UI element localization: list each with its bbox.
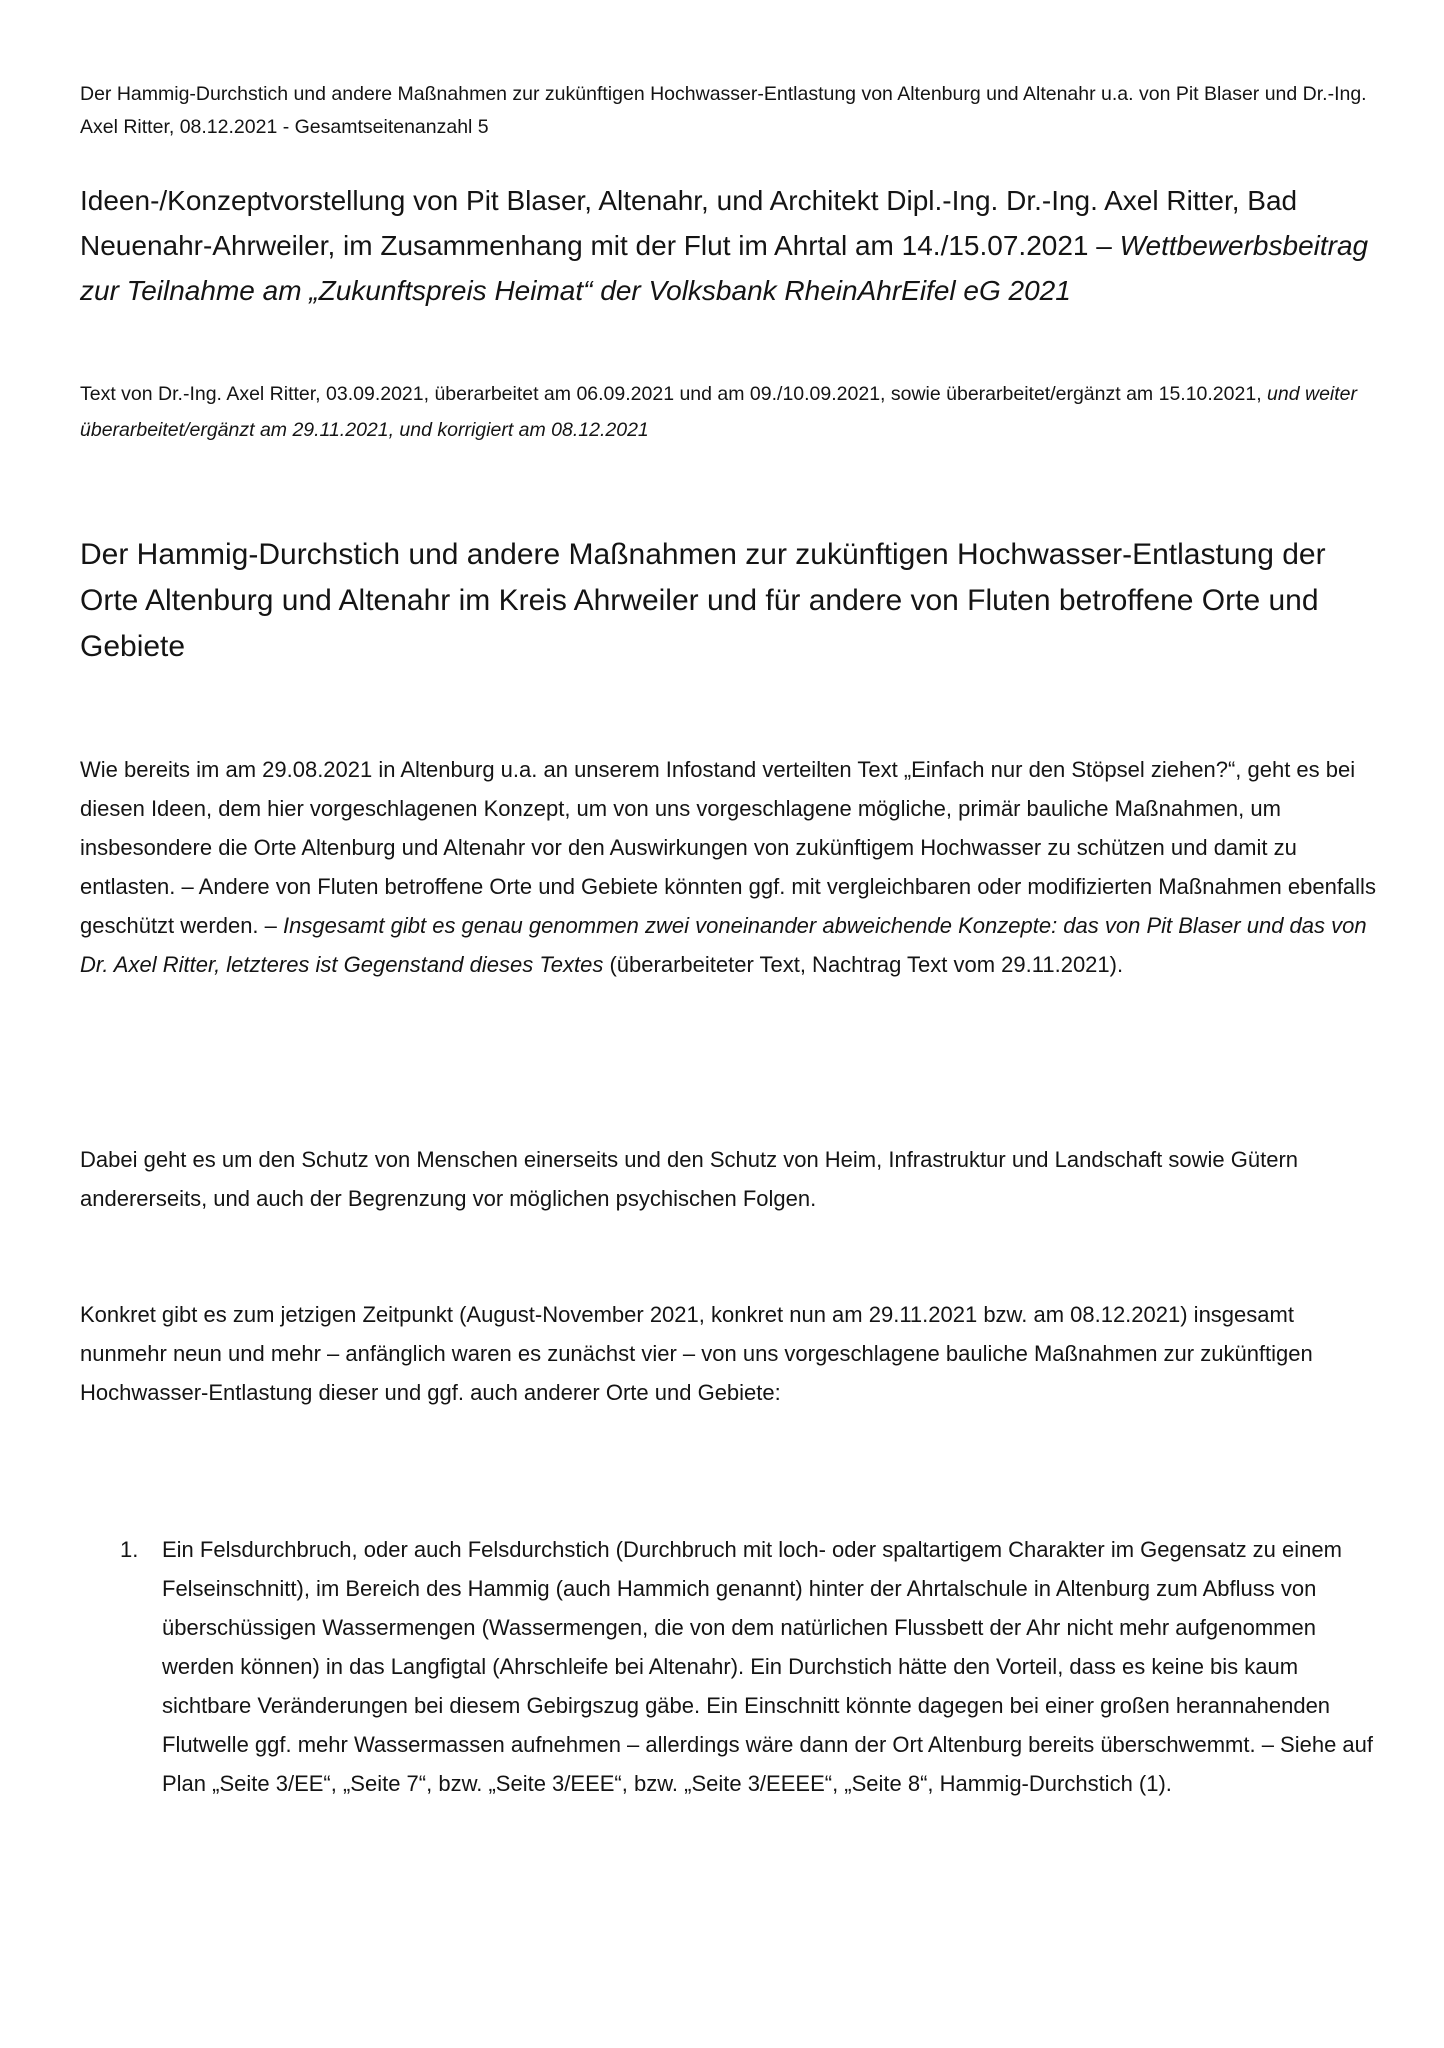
intro-title-competition: Wettbewerbsbeitrag zur Teilnahme am „Zukunftspreis Heimat“ der Volksbank RheinAhrEifel eG 2021	[80, 230, 1369, 306]
version-note	[80, 376, 1400, 448]
paragraph-emphasis: Insgesamt gibt es genau genommen zwei voneinander abweichende Konzepte: das von Pit Blaser und das von Dr. Axel Ritter, letzteres ist Gegenstand dieses Textes	[80, 913, 1367, 977]
list-item-number: 1.	[120, 1537, 139, 1562]
body-paragraph-protection: Dabei geht es um den Schutz von Menschen einerseits und den Schutz von Heim, Infrastruktur und Landschaft sowie Gütern andererseits, und auch der Begrenzung vor möglichen psychischen Folgen.	[80, 1147, 1299, 1211]
measures-list	[80, 1530, 1380, 1803]
version-note-update: und weiter überarbeitet/ergänzt am 29.11.2021, und korrigiert am 08.12.2021	[80, 383, 1357, 441]
body-paragraph-intro	[80, 750, 1380, 984]
main-title: Der Hammig-Durchstich und andere Maßnahmen zur zukünftigen Hochwasser-Entlastung der Orte Altenburg und Altenahr im Kreis Ahrweiler und für andere von Fluten betroffene Orte und Gebiete	[80, 538, 1326, 663]
intro-title	[80, 178, 1370, 313]
paragraph-note: (überarbeiteter Text, Nachtrag Text vom 29.11.2021).	[603, 952, 1124, 977]
list-item	[80, 1530, 1380, 1803]
list-item-text: Ein Felsdurchbruch, oder auch Felsdurchstich (Durchbruch mit loch- oder spaltartigem Charakter im Gegensatz zu einem Felseinschnitt), im Bereich des Hammig (auch Hammich genannt) hinter der Ahrtalschule in Altenburg zum Abfluss von überschüssigen Wassermengen (Wassermengen, die von dem natürlichen Flussbett der Ahr nicht mehr aufgenommen werden können) in das Langfigtal (Ahrschleife bei Altenahr). Ein Durchstich hätte den Vorteil, dass es keine bis kaum sichtbare Veränderungen bei diesem Gebirgszug gäbe. Ein Einschnitt könnte dagegen bei einer großen herannahenden Flutwelle ggf. mehr Wassermassen aufnehmen – allerdings wäre dann der Ort Altenburg bereits überschwemmt. – Siehe auf Plan „Seite 3/EE“, „Seite 7“, bzw. „Seite 3/EEE“, bzw. „Seite 3/EEEE“, „Seite 8“, Hammig-Durchstich (1).	[162, 1537, 1374, 1796]
intro-title-text: Ideen-/Konzeptvorstellung von Pit Blaser, Altenahr, und Architekt Dipl.-Ing. Dr.-Ing. Axel Ritter, Bad Neuenahr-Ahrweiler, im Zusammenhang mit der Flut im Ahrtal am 14./15.07.2021 –	[80, 185, 1298, 261]
version-note-text: Text von Dr.-Ing. Axel Ritter, 03.09.2021, überarbeitet am 06.09.2021 und am 09./10.09.2021, sowie überarbeitet/ergänzt am 15.10.2021,	[80, 383, 1268, 405]
body-paragraph-measures: Konkret gibt es zum jetzigen Zeitpunkt (August-November 2021, konkret nun am 29.11.2021 bzw. am 08.12.2021) insgesamt nunmehr neun und mehr – anfänglich waren es zunächst vier – von uns vorgeschlagene bauliche Maßnahmen zur zukünftigen Hochwasser-Entlastung dieser und ggf. auch anderer Orte und Gebiete:	[80, 1302, 1313, 1405]
paragraph-text: Wie bereits im am 29.08.2021 in Altenburg u.a. an unserem Infostand verteilten Text „Einfach nur den Stöpsel ziehen?“, geht es bei diesen Ideen, dem hier vorgeschlagenen Konzept, um von uns vorgeschlagene mögliche, primär bauliche Maßnahmen, um insbesondere die Orte Altenburg und Altenahr vor den Auswirkungen von zukünftigem Hochwasser zu schützen und damit zu entlasten. – Andere von Fluten betroffene Orte und Gebiete könnten ggf. mit vergleichbaren oder modifizierten Maßnahmen ebenfalls geschützt werden. –	[80, 757, 1376, 938]
running-header: Der Hammig-Durchstich und andere Maßnahmen zur zukünftigen Hochwasser-Entlastung von Altenburg und Altenahr u.a. von Pit Blaser und Dr.-Ing. Axel Ritter, 08.12.2021 - Gesamtseitenanzahl 5	[80, 83, 1367, 138]
